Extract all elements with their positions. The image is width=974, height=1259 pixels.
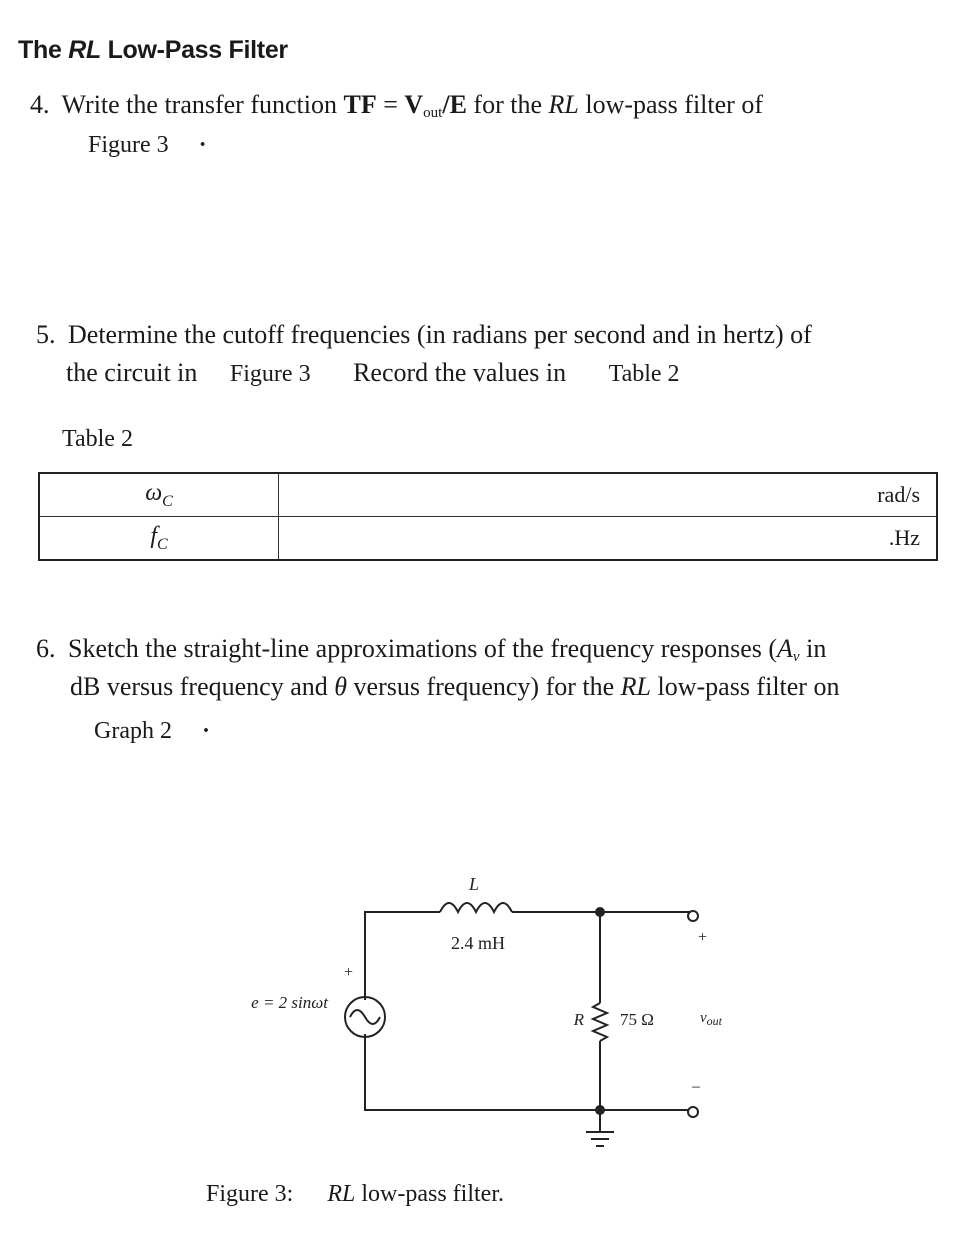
table-2-caption: Table 2 <box>62 426 133 452</box>
question-4-v-sub: out <box>423 105 443 121</box>
resistor-zigzag-icon <box>593 1003 607 1041</box>
question-6-line-2-b: versus frequency) for the <box>347 672 621 701</box>
figure-caption <box>206 1181 504 1208</box>
resistor-value: 75 Ω <box>620 1010 654 1029</box>
resistor-label: R <box>573 1010 584 1029</box>
question-6-av: A <box>777 634 793 663</box>
question-6-number: 6. <box>36 634 56 663</box>
question-4-text-c: low-pass filter of <box>585 90 763 119</box>
vout-v: v <box>700 1010 707 1026</box>
unit-rad-s: rad/s <box>877 482 920 507</box>
f-symbol: f <box>150 522 157 549</box>
heading-rl: RL <box>68 36 101 64</box>
inductor-value: 2.4 mH <box>451 933 505 953</box>
ground-icon <box>586 1132 614 1146</box>
question-6-theta: θ <box>334 672 348 701</box>
source-plus: + <box>344 964 354 981</box>
heading-prefix: The <box>18 36 69 64</box>
question-6-av-sub: v <box>792 649 800 665</box>
output-terminal-bottom-icon <box>688 1107 698 1117</box>
graph-ref-text: Graph 2 <box>94 718 172 744</box>
question-4-number: 4. <box>30 90 50 119</box>
figure-caption-rl: RL <box>327 1181 356 1207</box>
question-4-tf: TF <box>343 90 377 119</box>
question-5-line-1-text: Determine the cutoff frequencies (in radians per second and in hertz) of <box>68 320 812 349</box>
heading-suffix: Low-Pass Filter <box>100 36 288 64</box>
question-6-line-2-a: dB versus frequency and <box>70 672 335 701</box>
sine-wave-icon <box>350 1010 380 1024</box>
figure-caption-text: low-pass filter. <box>355 1181 504 1207</box>
question-4-rl: RL <box>548 90 579 119</box>
question-5-table-ref: Table 2 <box>608 361 680 387</box>
dot-marker: · <box>201 718 210 744</box>
question-4-equals: = <box>376 90 405 119</box>
output-plus: + <box>698 929 708 946</box>
omega-sub: C <box>162 492 173 510</box>
question-4-slash-e: /E <box>442 90 467 119</box>
source-label: e = 2 sinωt <box>251 993 328 1012</box>
wire-left-down <box>365 1034 690 1110</box>
junction-bottom-dot <box>595 1105 605 1115</box>
question-4-text-a: Write the transfer function <box>61 90 337 119</box>
vout-sub: out <box>706 1014 723 1028</box>
figure-ref-text: Figure 3 <box>88 132 169 158</box>
question-6-line-1-b: in <box>799 634 827 663</box>
question-4-text-b: for the <box>473 90 543 119</box>
inductor-coil-icon <box>440 903 512 912</box>
output-terminal-top-icon <box>688 911 698 921</box>
f-sub: C <box>157 535 168 553</box>
vout-label <box>700 1010 723 1028</box>
figure-caption-label: Figure 3: <box>206 1181 294 1207</box>
question-6-line-2-c: low-pass filter on <box>651 672 840 701</box>
junction-top-dot <box>595 907 605 917</box>
question-5-line-2-b: Record the values in <box>353 358 567 387</box>
question-5-line-2-a: the circuit in <box>66 358 198 387</box>
unit-hz: .Hz <box>888 525 920 550</box>
question-6-line-1-a: Sketch the straight-line approximations of the frequency responses ( <box>68 634 778 663</box>
output-minus: – <box>692 1078 700 1095</box>
inductor-label: L <box>468 874 480 894</box>
wire-top-left <box>365 912 440 1000</box>
question-5-number: 5. <box>36 320 56 349</box>
dot-marker: · <box>198 132 207 158</box>
question-4-v: V <box>404 90 424 119</box>
question-5-figure-ref: Figure 3 <box>229 361 311 387</box>
question-6-rl: RL <box>620 672 651 701</box>
omega-symbol: ω <box>145 479 163 506</box>
